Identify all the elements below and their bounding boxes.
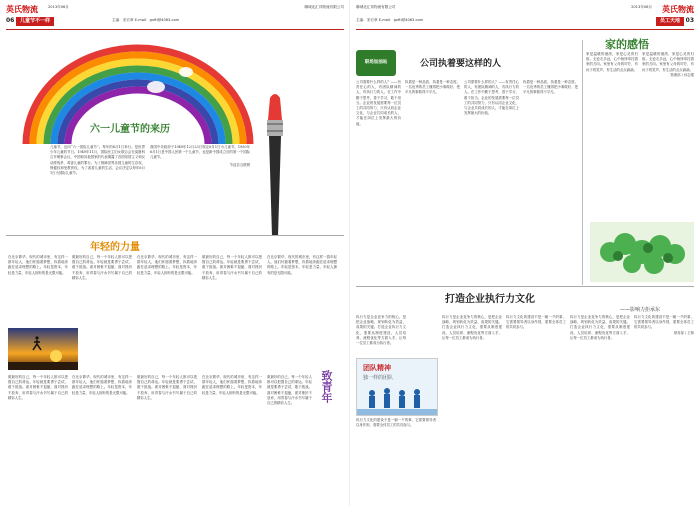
- paint-brush-illustration: [258, 90, 292, 238]
- article-body: 公司需要什么样的人？——有责任心的人，有团队精神的人，有执行力的人。在工作中勤于思考，善于学习，敢于担当。企业的发展需要每一位员工的共同努力，只有认同企业文化、与企业共同成长的人，才能在岗位上发挥最大的价值。: [356, 80, 401, 126]
- article-body: 家是温暖的港湾，家是心灵的归宿。无论走多远，心中始终牵挂着家的方向。家里有父母的叮咛，有孩子的笑声，有生活的点点滴滴。: [586, 52, 638, 72]
- article-body-2: 我国中央政府于1949年12月23日规定6月1日为儿童节。1950年6月1日是中国人民第一个儿童节，也是新中国成立后的第一个国际儿童节。 节选自互联网: [150, 145, 250, 167]
- section-tag: 儿童节不一样: [16, 17, 54, 26]
- right-page: [350, 0, 700, 506]
- newspaper-logo: 英氏物流: [6, 5, 38, 14]
- editor-line: 主编：宋宏章 E-mail：gxftl@4063.com: [112, 18, 180, 22]
- article-body-2: 家是温暖的港湾，家是心灵的归宿。无论走多远，心中始终牵挂着家的方向。家里有父母的叮咛，有孩子的笑声，有生活的点点滴滴。 物流部 / 孙志强: [642, 52, 694, 77]
- article-body-4: 做最好的自己，每一个年轻人都可以把握自己的命运。年轻就是要勇于尝试，敢于挑战。面对困难不退缩，面对挫折不放弃，用青春与汗水书写属于自己的精彩人生。: [202, 255, 262, 280]
- masthead-left: [6, 3, 344, 30]
- newspaper-logo: 英氏物流: [662, 5, 694, 14]
- article-body-2: 执行力文化的建设不是一朝一夕的事，它需要领导者以身作则，需要全体员工的共同参与。: [356, 418, 436, 428]
- page-number: 03: [685, 17, 694, 24]
- article-body-3: 公司需要什么样的人？——有责任心的人，有团队精神的人，有执行力的人。在工作中勤于思考，善于学习，敢于担当。企业的发展需要每一位员工的共同努力，只有认同企业文化、与企业共同成长的人，才能在岗位上发挥最大的价值。: [464, 80, 519, 116]
- masthead-right: [356, 3, 694, 30]
- article-body-2: 做最好的自己，每一个年轻人都可以把握自己的命运。年轻就是要勇于尝试，敢于挑战。面对困难不退缩，面对挫折不放弃，用青春与汗水书写属于自己的精彩人生。: [72, 255, 132, 280]
- publisher-name: 聊城北汇邦物流有限公司: [304, 5, 344, 9]
- article-body-4: 执着是一种品质，执着是一种态度。一名优秀的员工懂得把小事做好、把平凡的事做得不平凡。: [523, 80, 578, 95]
- page-number: 06: [6, 17, 15, 24]
- divider: [356, 286, 694, 287]
- signature: 财务部 / 王林: [673, 330, 694, 335]
- publisher-name: 聊城北汇邦物流有限公司: [356, 5, 396, 9]
- article-body-5: 在北京繁华、现代的城市里，有这样一群年轻人，他们怀揣着梦想，执着地奔跑在追求理想的路上。年轻是资本，年轻是力量，年轻人拥有的是无限可能。: [267, 255, 337, 275]
- section-tag: 员工天地: [656, 17, 684, 26]
- team-silhouette-icon: [357, 385, 437, 415]
- article-body-6: 执行力文化的建设不是一朝一夕的事，它需要领导者以身作则，需要全体员工的共同参与。 财务部 / 王林: [634, 315, 694, 335]
- issue-date: 2013年06月: [48, 5, 69, 9]
- article-title: 打造企业执行力文化: [445, 294, 535, 305]
- article-subtitle: ——影响力拒承东: [620, 307, 661, 313]
- article-title: 公司执着要这样的人: [420, 59, 502, 69]
- ad-title: 团队精神: [363, 364, 391, 372]
- divider: [6, 235, 344, 236]
- article-body-3: 执行力是企业竞争力的核心，是把企业战略、规划转化为效益、成果的关键。打造企业执行力文化，需要从制度建设、人员培养、流程优化等方面入手，让每一位员工都成为执行者。: [442, 315, 502, 340]
- article-body: 儿童节，也叫“六一国际儿童节”。每年的6月1日举行。是世界少年儿童的节日。1949年11月，国际民主妇女联合会在莫斯科召开理事会议，中国和其他国家的代表揭露了各国帝国主义和反动派残杀、毒害儿童的罪行。为了保障世界各国儿童的生存权、保健权和受教育权，为了改善儿童的生活，会议决定以每年6月1日为国际儿童节。: [50, 145, 145, 176]
- badge-label: 职场加油站: [364, 60, 388, 65]
- vertical-title: 致青年: [320, 370, 333, 403]
- signature: 物流部 / 孙志强: [670, 72, 694, 77]
- article-title: 年轻的力量: [90, 242, 140, 253]
- team-spirit-ad: [356, 358, 438, 416]
- article-body-8: 做最好的自己，每一个年轻人都可以把握自己的命运。年轻就是要勇于尝试，敢于挑战。面对困难不退缩，面对挫折不放弃，用青春与汗水书写属于自己的精彩人生。: [137, 375, 197, 400]
- article-body: 在北京繁华、现代的城市里，有这样一群年轻人，他们怀揣着梦想，执着地奔跑在追求理想的路上。年轻是资本，年轻是力量，年轻人拥有的是无限可能。: [8, 255, 68, 275]
- article-body-2: 执着是一种品质，执着是一种态度。一名优秀的员工懂得把小事做好、把平凡的事做得不平凡。: [405, 80, 460, 95]
- article-body: 执行力是企业竞争力的核心，是把企业战略、规划转化为效益、成果的关键。打造企业执行力文化，需要从制度建设、人员培养、流程优化等方面入手，让每一位员工都成为执行者。: [356, 315, 406, 346]
- article-body-4: 执行力文化的建设不是一朝一夕的事，它需要领导者以身作则，需要全体员工的共同参与。: [506, 315, 566, 330]
- signature: 节选自互联网: [229, 162, 250, 167]
- article-body-10: 做最好的自己，每一个年轻人都可以把握自己的命运。年轻就是要勇于尝试，敢于挑战。面对困难不退缩，面对挫折不放弃，用青春与汗水书写属于自己的精彩人生。: [267, 375, 312, 406]
- article-body-3: 在北京繁华、现代的城市里，有这样一群年轻人，他们怀揣着梦想，执着地奔跑在追求理想的路上。年轻是资本，年轻是力量，年轻人拥有的是无限可能。: [137, 255, 197, 275]
- article-body-7: 在北京繁华、现代的城市里，有这样一群年轻人，他们怀揣着梦想，执着地奔跑在追求理想的路上。年轻是资本，年轻是力量，年轻人拥有的是无限可能。: [72, 375, 132, 395]
- article-title: 家的感悟: [605, 38, 649, 51]
- sunset-jump-photo: [8, 328, 78, 370]
- plant-photo: [590, 222, 694, 282]
- ad-subtitle: 独一样的团队: [363, 375, 394, 381]
- editor-line: 主编：宋宏章 E-mail：gxftl@4063.com: [356, 18, 424, 22]
- divider: [582, 40, 583, 285]
- article-body-9: 在北京繁华、现代的城市里，有这样一群年轻人，他们怀揣着梦想，执着地奔跑在追求理想的路上。年轻是资本，年轻是力量，年轻人拥有的是无限可能。: [202, 375, 262, 395]
- article-title: 六一儿童节的来历: [90, 124, 170, 135]
- article-body-6: 做最好的自己，每一个年轻人都可以把握自己的命运。年轻就是要勇于尝试，敢于挑战。面对困难不退缩，面对挫折不放弃，用青春与汗水书写属于自己的精彩人生。: [8, 375, 68, 400]
- column-badge: [356, 50, 396, 76]
- issue-date: 2013年06月: [631, 5, 652, 9]
- article-body-5: 执行力是企业竞争力的核心，是把企业战略、规划转化为效益、成果的关键。打造企业执行力文化，需要从制度建设、人员培养、流程优化等方面入手，让每一位员工都成为执行者。: [570, 315, 630, 340]
